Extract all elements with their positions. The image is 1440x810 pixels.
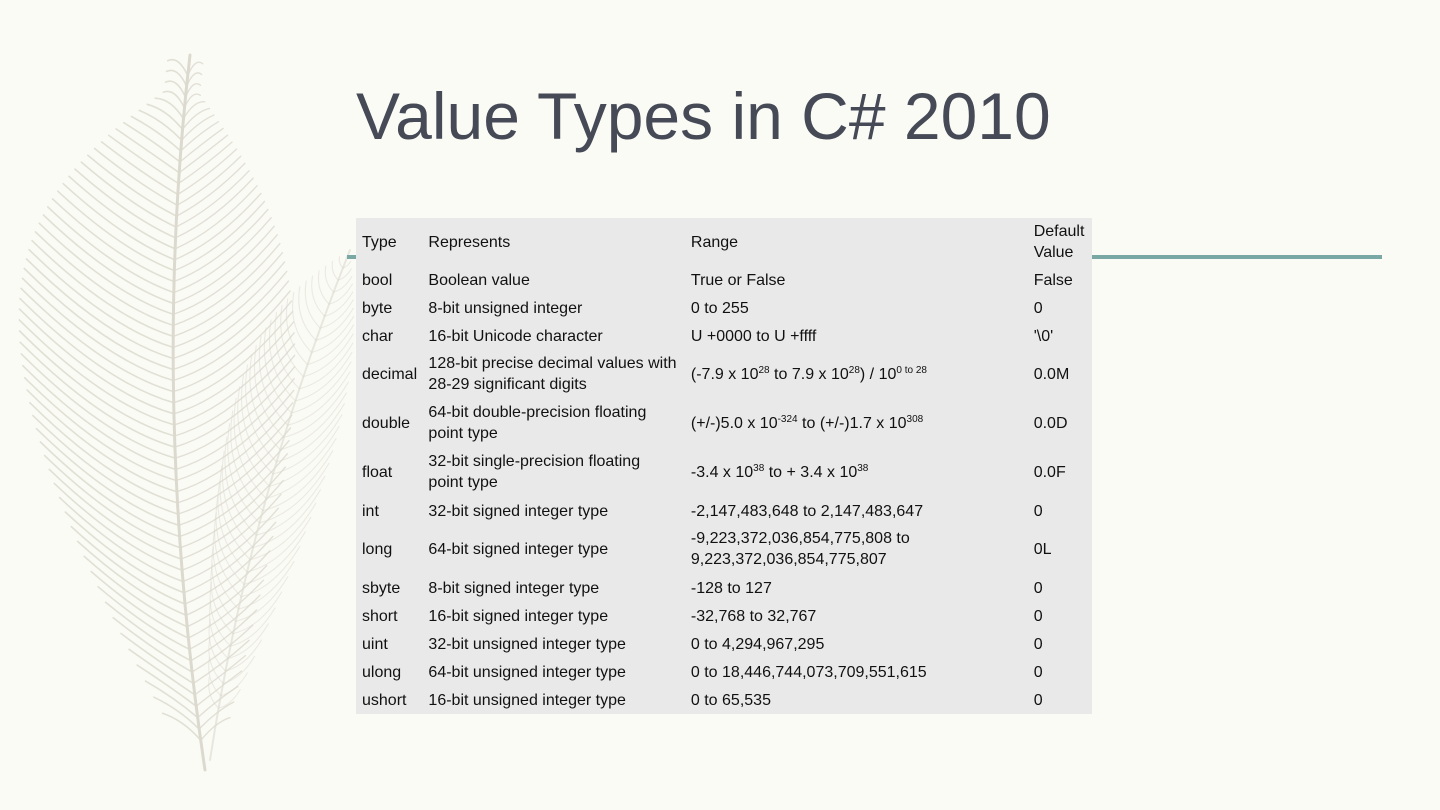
- accent-line-right: [1092, 255, 1382, 259]
- cell-range: [685, 658, 1028, 686]
- cell-range: [685, 448, 1028, 497]
- cell-default-value: 0.0F: [1033, 463, 1066, 481]
- cell-range: [685, 630, 1028, 658]
- table-row: [356, 322, 1092, 350]
- range-text: to 7.9 x 10: [769, 365, 849, 383]
- table-row: [356, 266, 1092, 294]
- range-text: 0 to 65,535: [690, 691, 771, 709]
- cell-represents: 64-bit double-precision floating point type: [428, 404, 647, 442]
- range-text: (+/-)5.0 x 10: [690, 414, 778, 432]
- cell-type: ulong: [362, 663, 402, 681]
- cell-default-value: 0: [1033, 579, 1043, 597]
- range-text: -2,147,483,648 to 2,147,483,647: [690, 502, 924, 520]
- cell-default-value: 0.0D: [1033, 414, 1068, 432]
- cell-type: decimal: [362, 365, 418, 383]
- range-exponent: 0 to 28: [896, 364, 927, 376]
- range-text: True or False: [690, 271, 786, 289]
- cell-represents: 64-bit signed integer type: [428, 540, 609, 558]
- cell-represents: 64-bit unsigned integer type: [428, 663, 626, 681]
- cell-type: int: [362, 502, 379, 520]
- range-text: -3.4 x 10: [690, 463, 754, 481]
- cell-type: uint: [362, 635, 388, 653]
- cell-default-value: 0L: [1033, 540, 1052, 558]
- cell-default-value: 0: [1033, 607, 1043, 625]
- cell-default-value: 0: [1033, 502, 1043, 520]
- range-exponent: 38: [857, 462, 869, 474]
- cell-range: [685, 322, 1028, 350]
- range-text: -128 to 127: [690, 579, 772, 597]
- cell-type: byte: [362, 299, 393, 317]
- cell-represents: 16-bit unsigned integer type: [428, 691, 626, 709]
- table-row: [356, 525, 1092, 574]
- cell-represents: 32-bit single-precision floating point type: [428, 453, 641, 491]
- cell-represents: 8-bit signed integer type: [428, 579, 600, 597]
- cell-default-value: False: [1033, 271, 1073, 289]
- range-text: (-7.9 x 10: [690, 365, 759, 383]
- table-row: [356, 686, 1092, 714]
- cell-type: double: [362, 414, 411, 432]
- table-row: [356, 448, 1092, 497]
- table-row: [356, 399, 1092, 448]
- value-types-table: [356, 218, 1092, 714]
- range-text: -9,223,372,036,854,775,808 to 9,223,372,036,854,775,807: [690, 530, 910, 568]
- header-represents: Represents: [428, 233, 511, 251]
- cell-represents: 32-bit signed integer type: [428, 502, 609, 520]
- range-text: -32,768 to 32,767: [690, 607, 817, 625]
- cell-type: sbyte: [362, 579, 401, 597]
- cell-range: [685, 525, 1028, 574]
- slide-title: Value Types in C# 2010: [356, 79, 1051, 153]
- range-text: 0 to 4,294,967,295: [690, 635, 825, 653]
- table-body: [356, 266, 1092, 714]
- range-text: to + 3.4 x 10: [764, 463, 858, 481]
- table-row: [356, 574, 1092, 602]
- cell-default-value: 0.0M: [1033, 365, 1070, 383]
- header-type: Type: [362, 233, 397, 251]
- cell-type: float: [362, 463, 393, 481]
- cell-default-value: '\0': [1033, 327, 1054, 345]
- cell-default-value: 0: [1033, 663, 1043, 681]
- table-header-row: [356, 218, 1092, 266]
- table-row: [356, 602, 1092, 630]
- cell-range: [685, 686, 1028, 714]
- cell-represents: 8-bit unsigned integer: [428, 299, 583, 317]
- table-row: [356, 350, 1092, 399]
- table-row: [356, 630, 1092, 658]
- range-text: 0 to 18,446,744,073,709,551,615: [690, 663, 927, 681]
- cell-type: ushort: [362, 691, 407, 709]
- cell-range: [685, 602, 1028, 630]
- table-row: [356, 294, 1092, 322]
- cell-range: [685, 266, 1028, 294]
- cell-type: short: [362, 607, 398, 625]
- cell-represents: 16-bit Unicode character: [428, 327, 603, 345]
- cell-default-value: 0: [1033, 635, 1043, 653]
- cell-range: [685, 497, 1028, 525]
- cell-default-value: 0: [1033, 299, 1043, 317]
- cell-represents: 32-bit unsigned integer type: [428, 635, 626, 653]
- cell-default-value: 0: [1033, 691, 1043, 709]
- cell-represents: Boolean value: [428, 271, 530, 289]
- range-exponent: 28: [848, 364, 860, 376]
- cell-type: long: [362, 540, 393, 558]
- range-exponent: 308: [906, 413, 924, 425]
- table-row: [356, 658, 1092, 686]
- header-range: Range: [690, 233, 739, 251]
- range-text: 0 to 255: [690, 299, 749, 317]
- cell-represents: 128-bit precise decimal values with 28-29 significant digits: [428, 355, 677, 393]
- cell-range: [685, 399, 1028, 448]
- cell-range: [685, 294, 1028, 322]
- range-text: to (+/-)1.7 x 10: [797, 414, 907, 432]
- cell-range: [685, 574, 1028, 602]
- range-text: ) / 10: [859, 365, 897, 383]
- cell-type: char: [362, 327, 394, 345]
- range-exponent: 38: [753, 462, 765, 474]
- header-default-value: Default Value: [1033, 223, 1085, 261]
- range-exponent: -324: [777, 413, 798, 425]
- cell-type: bool: [362, 271, 393, 289]
- range-exponent: 28: [758, 364, 770, 376]
- table-row: [356, 497, 1092, 525]
- cell-range: [685, 350, 1028, 399]
- cell-represents: 16-bit signed integer type: [428, 607, 609, 625]
- range-text: U +0000 to U +ffff: [690, 327, 817, 345]
